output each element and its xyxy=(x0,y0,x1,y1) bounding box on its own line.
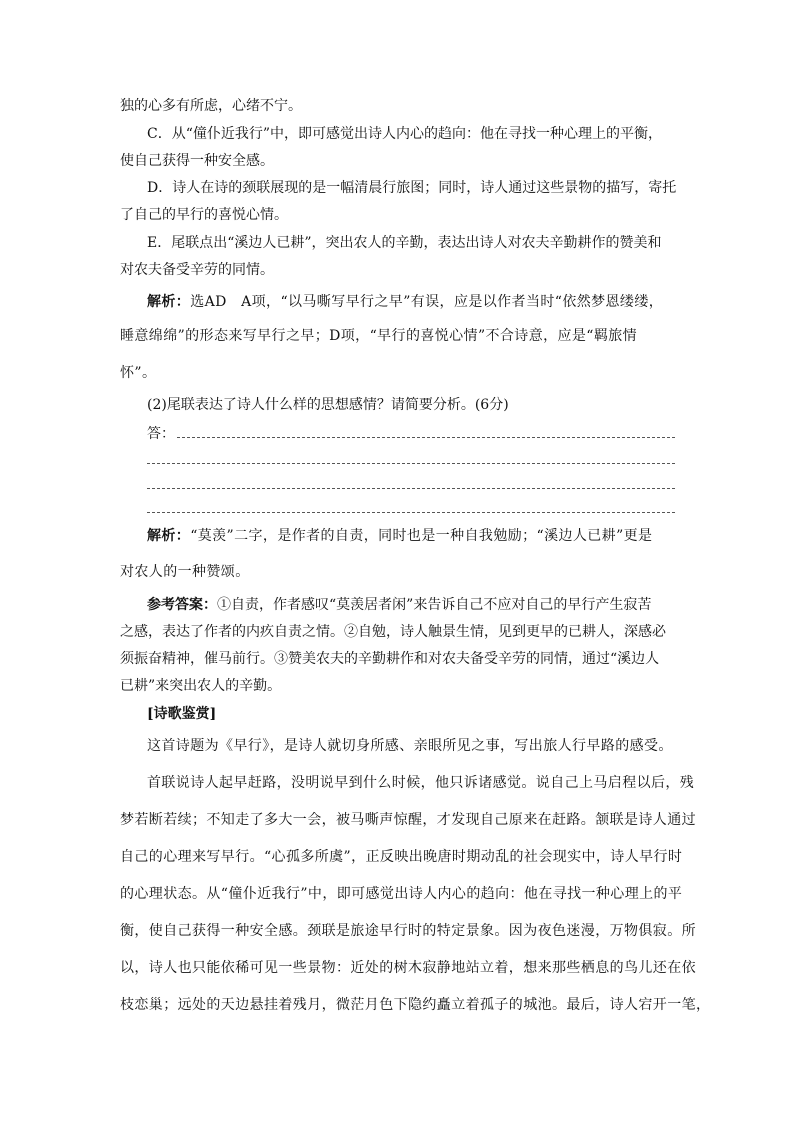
reference-answer-text: ①自责，作者感叹“莫羡居者闲”来告诉自己不应对自己的早行产生寂苦 xyxy=(217,597,652,613)
appreciation-line: 梦若断若续；不知走了多大一会，被马嘶声惊醒，才发现自己原来在赶路。颔联是诗人通过 xyxy=(120,812,696,828)
text-line: 独的心多有所虑，心绪不宁。 xyxy=(120,98,302,114)
text-line: 使自己获得一种安全感。 xyxy=(120,153,274,169)
analysis-line xyxy=(147,526,652,546)
text-line: 怀”。 xyxy=(120,365,157,381)
section-heading: [诗歌鉴赏] xyxy=(147,706,217,722)
appreciation-line: 枝恋巢；远处的天边悬挂着残月，微茫月色下隐约矗立着孤子的城池。最后，诗人宕开一笔， xyxy=(120,997,711,1013)
text-line: 之感，表达了作者的内疚自责之情。②自勉，诗人触景生情，见到更早的已耕人，深感必 xyxy=(120,624,666,640)
answer-blank-line xyxy=(177,437,675,438)
appreciation-line: 的心理状态。从“僮仆近我行”中，即可感觉出诗人内心的趋向：他在寻找一种心理上的平 xyxy=(120,886,683,902)
answer-blank-line xyxy=(147,463,675,464)
text-line: 对农人的一种赞颂。 xyxy=(120,564,250,580)
appreciation-line: 首联说诗人起早赶路，没明说早到什么时候，他只诉诸感觉。说自己上马启程以后，残 xyxy=(147,775,695,791)
analysis-label: 解析： xyxy=(147,294,191,310)
option-c-line: C．从“僮仆近我行”中，即可感觉出诗人内心的趋向：他在寻找一种心理上的平衡， xyxy=(147,126,663,142)
analysis-text: “莫羡”二字，是作者的自责，同时也是一种自我勉励；“溪边人已耕”更是 xyxy=(190,528,653,544)
text-line: 睡意绵绵”的形态来写早行之早；D项，“早行的喜悦心情”不合诗意，应是“羁旅情 xyxy=(120,328,638,344)
appreciation-line: 衡，使自己获得一种安全感。颈联是旅途早行时的特定景象。因为夜色迷漫，万物俱寂。所 xyxy=(120,923,696,939)
text-line: 对农夫备受辛劳的同情。 xyxy=(120,262,274,278)
reference-answer-line xyxy=(147,595,651,615)
appreciation-line: 这首诗题为《早行》，是诗人就切身所感、亲眼所见之事，写出旅人行早路的感受。 xyxy=(147,738,673,754)
text-line: 了自己的早行的喜悦心情。 xyxy=(120,207,288,223)
answer-label: 答： xyxy=(147,426,175,442)
question-line: (2)尾联表达了诗人什么样的思想感情？请简要分析。(6分) xyxy=(147,397,509,413)
appreciation-line: 以，诗人也只能依稀可见一些景物：近处的树木寂静地站立着，想来那些栖息的鸟儿还在依 xyxy=(120,960,696,976)
option-d-line: D．诗人在诗的颈联展现的是一幅清晨行旅图；同时，诗人通过这些景物的描写，寄托 xyxy=(147,180,677,196)
analysis-label: 解析： xyxy=(147,528,191,544)
option-e-line: E．尾联点出“溪边人已耕”，突出农人的辛勤，表达出诗人对农夫辛勤耕作的赞美和 xyxy=(147,235,662,251)
text-line: 已耕”来突出农人的辛勤。 xyxy=(120,678,282,694)
text-line: 须振奋精神，催马前行。③赞美农夫的辛勤耕作和对农夫备受辛劳的同情，通过“溪边人 xyxy=(120,651,660,667)
reference-answer-label: 参考答案： xyxy=(147,597,217,613)
analysis-text: 选AD A项，“以马嘶写早行之早”有误，应是以作者当时“依然梦恩缕缕， xyxy=(190,294,664,310)
appreciation-line: 自己的心理来写早行。“心孤多所虞”，正反映出晚唐时期动乱的社会现实中，诗人早行时 xyxy=(120,849,683,865)
answer-blank-line xyxy=(147,512,675,513)
analysis-line xyxy=(147,292,663,312)
answer-blank-line xyxy=(147,488,675,489)
